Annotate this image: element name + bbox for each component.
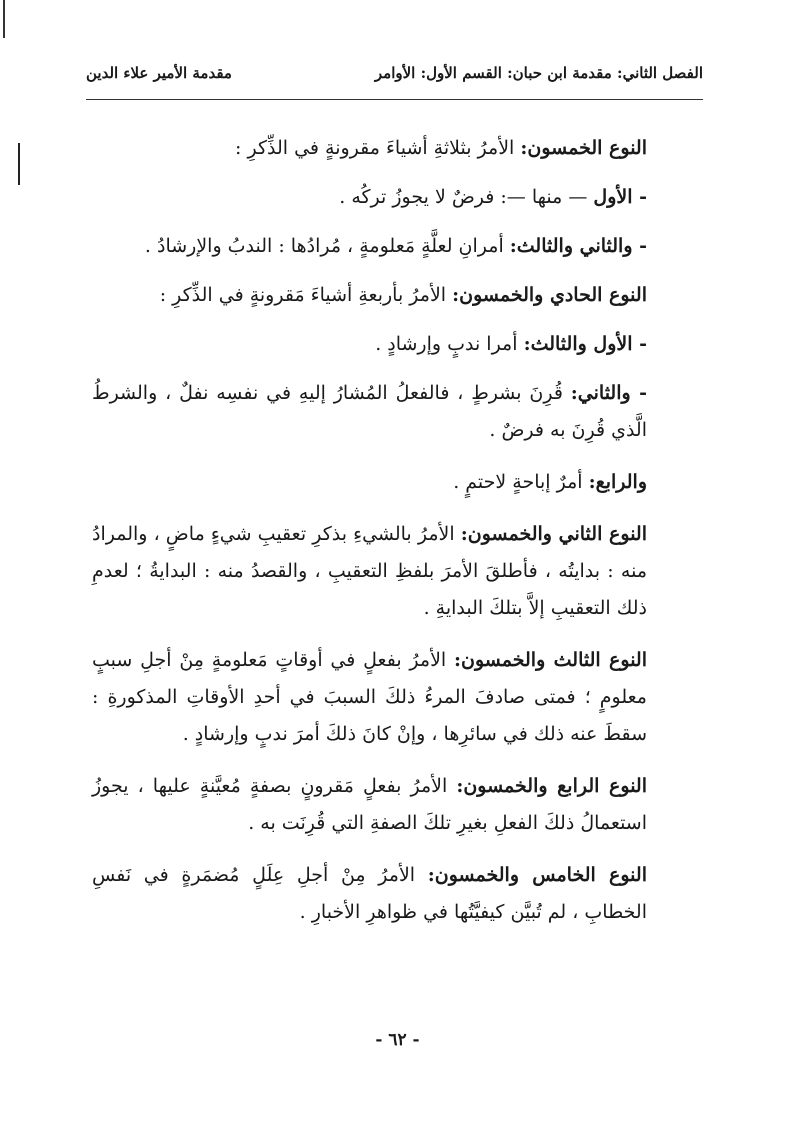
paragraph-term: النوع الخمسون:	[520, 137, 647, 159]
book-title: مقدمة الأمير علاء الدين	[86, 64, 232, 82]
paragraph	[92, 375, 647, 449]
header-divider	[86, 99, 703, 100]
paragraph-text: الأمرُ بالشيءِ بذكرِ تعقيبِ شيءٍ ماضٍ ، والمرادُ منه : بدايتُه ، فأطلقَ الأمرَ بلفظِ التعقيبِ ، والقصدُ منه : البدايةُ ؛ لعدمِ ذلك التعقيبِ إلاَّ بتلكَ البدايةِ .	[92, 523, 647, 619]
paragraph	[92, 857, 647, 931]
paragraph-text: — منها —: فرضٌ لا يجوزُ تركُه .	[339, 186, 594, 208]
paragraph	[92, 516, 647, 627]
paragraph-term: النوع الثالث والخمسون:	[454, 649, 647, 671]
paragraph-term: النوع الثاني والخمسون:	[460, 523, 648, 545]
paragraph-term: والرابع:	[588, 471, 647, 493]
paragraph-text: الأمرُ بثلاثةِ أشياءَ مقرونةٍ في الذِّكرِ :	[235, 137, 521, 159]
paragraph-term: - والثاني:	[570, 382, 647, 404]
paragraph-text: أمرانِ لعلَّةٍ مَعلومةٍ ، مُرادُها : الندبُ والإرشادُ .	[144, 235, 510, 257]
paragraph-text: أمرا ندبٍ وإرشادٍ .	[375, 333, 524, 355]
paragraph	[92, 642, 647, 753]
paragraph-text: الأمرُ مِنْ أجلِ عِلَلٍ مُضمَرةٍ في نَفسِ الخطابِ ، لم تُبيَّن كيفيَّتُها في ظواهرِ الأخبارِ .	[92, 864, 647, 923]
paragraph-text: قُرِنَ بشرطٍ ، فالفعلُ المُشارُ إليهِ في نفسِه نفلٌ ، والشرطُ الَّذي قُرِنَ به فرضٌ .	[92, 382, 647, 441]
paragraph	[92, 464, 647, 501]
scan-edge-mark	[3, 0, 5, 38]
paragraph	[92, 130, 647, 167]
paragraph-text: الأمرُ بأربعةِ أشياءَ مَقرونةٍ في الذِّكرِ :	[159, 284, 453, 306]
paragraph	[92, 179, 647, 216]
paragraph	[92, 768, 647, 842]
page-body	[92, 130, 647, 946]
margin-bar	[18, 143, 20, 185]
paragraph-text: الأمرُ بفعلٍ مَقرونٍ بصفةٍ مُعيَّنةٍ عليها ، يجوزُ استعمالُ ذلكَ الفعلِ بغيرِ تلكَ الصفةِ التي قُرِنَت به .	[92, 775, 647, 834]
paragraph-term: النوع الحادي والخمسون:	[452, 284, 647, 306]
paragraph	[92, 228, 647, 265]
paragraph-term: - والثاني والثالث:	[509, 235, 647, 257]
paragraph	[92, 326, 647, 363]
paragraph-term: النوع الرابع والخمسون:	[456, 775, 648, 797]
paragraph-term: - الأول والثالث:	[523, 333, 647, 355]
paragraph	[92, 277, 647, 314]
paragraph-term: - الأول	[593, 186, 647, 208]
running-header	[86, 56, 703, 90]
paragraph-text: الأمرُ بفعلٍ في أوقاتٍ مَعلومةٍ مِنْ أجلِ سببٍ معلومٍ ؛ فمتى صادفَ المرءُ ذلكَ السببَ في أحدِ الأوقاتِ المذكورةِ : سقطَ عنه ذلك في سائرِها ، وإنْ كانَ ذلكَ أمرَ ندبٍ وإرشادٍ .	[92, 649, 647, 745]
page-number: - ٦٢ -	[375, 1030, 420, 1050]
paragraph-term: النوع الخامس والخمسون:	[427, 864, 647, 886]
chapter-title: الفصل الثاني: مقدمة ابن حبان: القسم الأول: الأوامر	[374, 64, 703, 82]
paragraph-text: أمرٌ إباحةٍ لاحتمٍ .	[453, 471, 589, 493]
